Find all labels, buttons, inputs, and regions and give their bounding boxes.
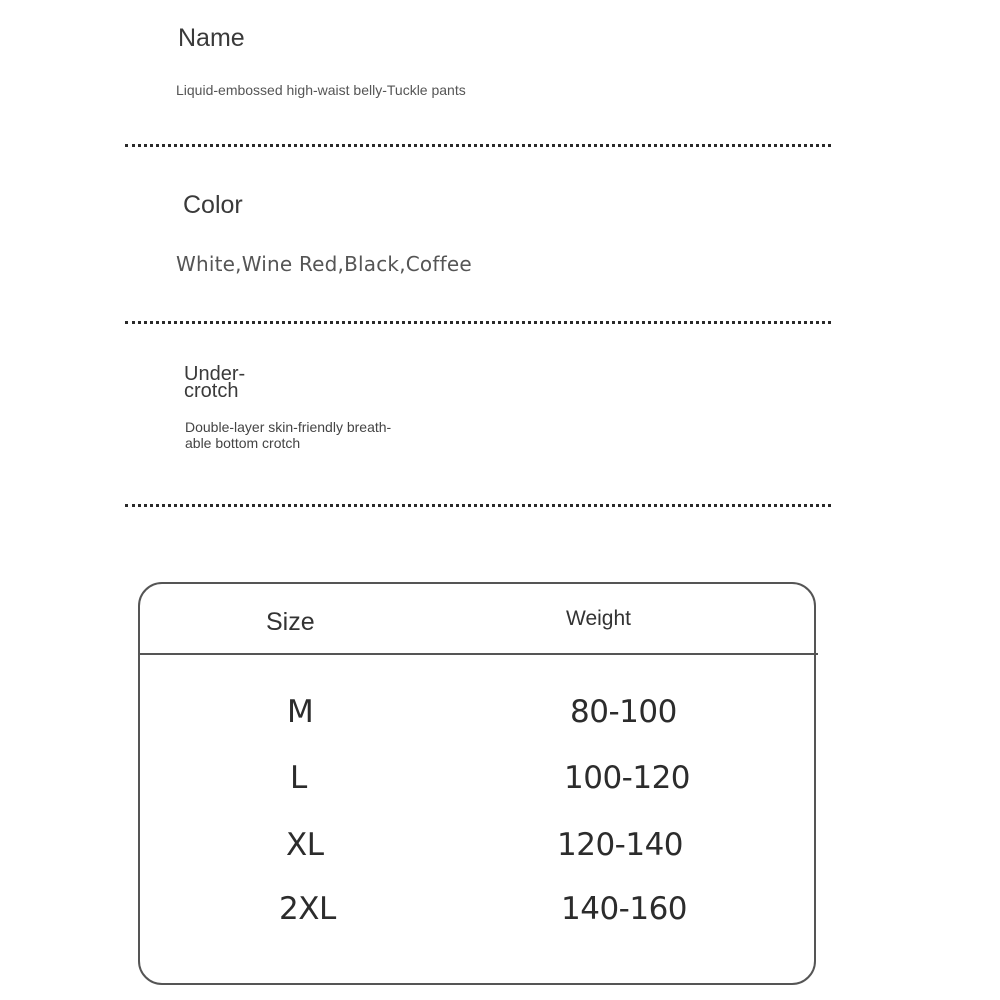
weight-cell: 120-140 [557,827,684,863]
table-header-divider [138,653,818,655]
under-crotch-description [185,419,415,451]
dotted-divider [125,144,831,147]
under-crotch-description-line1: Double-layer skin-friendly breath- [185,419,392,435]
weight-cell: 140-160 [561,891,688,927]
under-crotch-heading-line1: Under- [184,363,246,385]
size-cell: L [290,760,307,796]
size-chart-table [138,582,816,985]
name-heading: Name [178,24,245,52]
weight-cell: 80-100 [570,694,677,730]
under-crotch-heading [184,363,304,402]
color-options-text: White,Wine Red,Black,Coffee [176,252,472,276]
size-column-header: Size [266,608,315,636]
dotted-divider [125,321,831,324]
size-cell: 2XL [279,891,336,927]
size-cell: XL [286,827,324,863]
weight-column-header: Weight [566,607,631,630]
under-crotch-description-line2: able bottom crotch [185,435,301,451]
dotted-divider [125,504,831,507]
color-heading: Color [183,191,243,219]
weight-cell: 100-120 [564,760,691,796]
size-cell: M [287,694,314,730]
under-crotch-heading-line2: crotch [184,380,239,402]
product-name-text: Liquid-embossed high-waist belly-Tuckle pants [176,82,466,98]
